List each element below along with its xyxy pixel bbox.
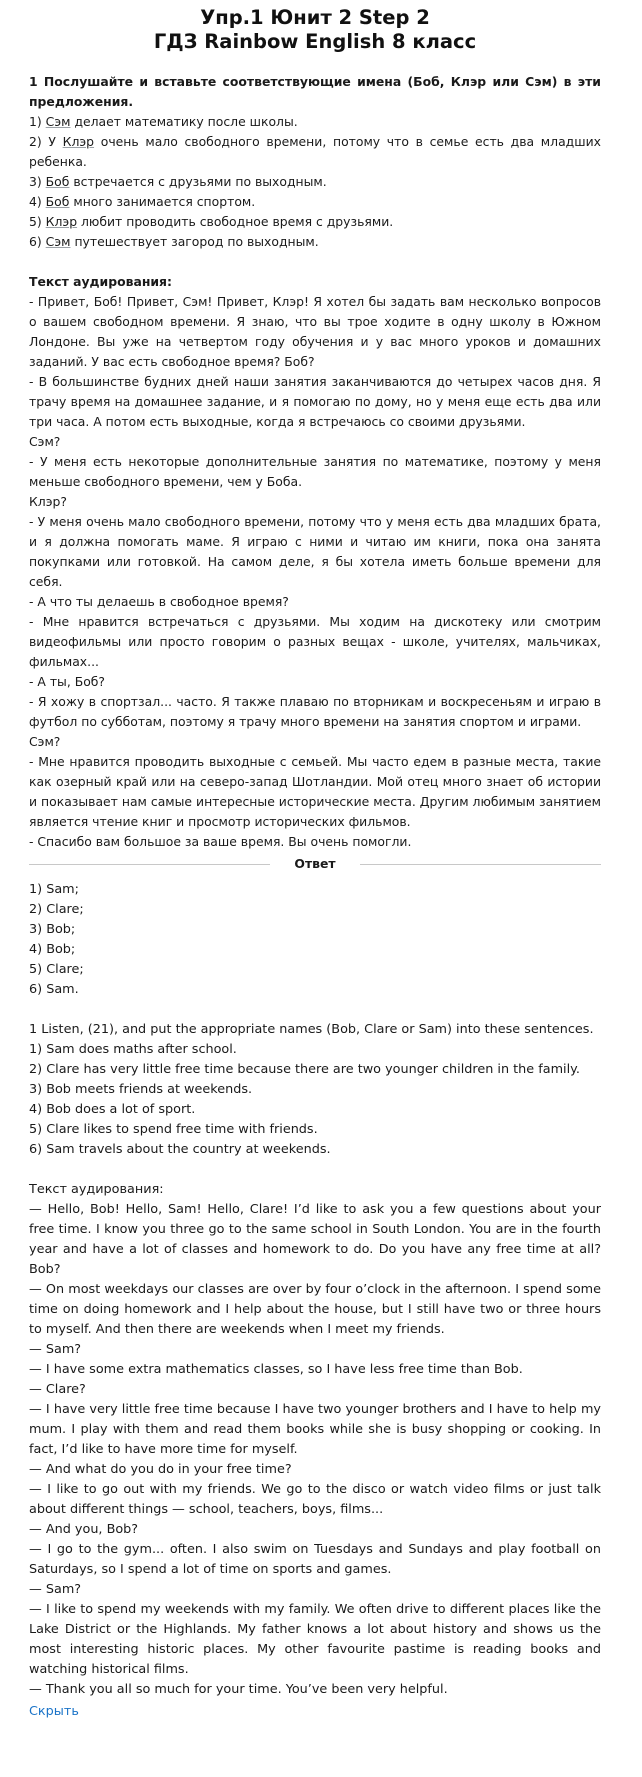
answer-item: 4) Bob; — [29, 942, 76, 957]
listening-en-section — [29, 1180, 601, 1700]
dialogue-line: - У меня очень мало свободного времени, потому что у меня есть два младших брата, и я должна помогать маме. Я играю с ними и читаю им книги, пока она занята покупками или готовкой. На самом деле, я бы хотела иметь больше времени для себя. — [29, 514, 601, 589]
hide-link[interactable]: Скрыть — [29, 1704, 79, 1719]
dialogue-line: - Привет, Боб! Привет, Сэм! Привет, Клэр! Я хотел бы задать вам несколько вопросов о вашем свободном времени. Я знаю, что вы трое ходите в одну школу в Южном Лондоне. Вы уже на четвертом году обучения и у вас много уроков и домашних заданий. У вас есть свободное время? Боб? — [29, 294, 601, 369]
english-task-title: 1 Listen, (21), and put the appropriate names (Bob, Clare or Sam) into these sentences. — [29, 1022, 594, 1037]
english-task-items — [29, 1040, 601, 1160]
answer-items — [29, 880, 601, 1000]
spacer — [29, 1000, 601, 1020]
answer-label: Ответ — [294, 856, 336, 871]
title-line-2: ГДЗ Rainbow English 8 класс — [153, 30, 477, 53]
dialogue-line: — On most weekdays our classes are over by four o’clock in the afternoon. I spend some time on doing homework and I help about the house, but I still have two or three hours to myself. And then there are weekends when I meet my friends. — [29, 1282, 601, 1337]
listening-ru-lines — [29, 292, 601, 852]
task-item — [29, 112, 601, 132]
answer-item: 3) Bob; — [29, 922, 76, 937]
dialogue-line: — I have some extra mathematics classes, so I have less free time than Bob. — [29, 1362, 523, 1377]
task-item-prefix: У — [48, 134, 56, 149]
dialogue-line: - Мне нравится проводить выходные с семьей. Мы часто едем в разные места, такие как озерный край или на северо-запад Шотландии. Мой отец много знает об истории и показывает нам самые интересные исторические места. Другим любимым занятием является чтение книг и просмотр исторических фильмов. — [29, 754, 601, 829]
dialogue-line: - Мне нравится встречаться с друзьями. Мы ходим на дискотеку или смотрим видеофильмы или просто говорим о разных вещах - школе, учителях, мальчиках, фильмах... — [29, 614, 601, 669]
dialogue-line: — And you, Bob? — [29, 1522, 139, 1537]
dialogue-line: - У меня есть некоторые дополнительные занятия по математике, поэтому у меня меньше свободного времени, чем у Боба. — [29, 454, 601, 489]
task-item-number: 6) — [29, 234, 42, 249]
answer-item: 1) Sam; — [29, 882, 79, 897]
task-item-number: 3) — [29, 174, 42, 189]
dialogue-line: — Hello, Bob! Hello, Sam! Hello, Clare! I’d like to ask you a few questions about your free time. I know you three go to the same school in South London. You are in the fourth year and have a lot of classes and homework to do. Do you have any free time at all? Bob? — [29, 1202, 601, 1277]
task-item — [29, 192, 601, 212]
task-item — [29, 232, 601, 252]
dialogue-line: — And what do you do in your free time? — [29, 1462, 292, 1477]
task-item-text: делает математику после школы. — [74, 114, 298, 129]
dialogue-line: — I have very little free time because I have two younger brothers and I have to help my mum. I play with them and read them books while she is busy shopping or cooking. In fact, I’d like to have more time for myself. — [29, 1402, 601, 1457]
task-section-en — [29, 1020, 601, 1160]
task-item-number: 4) — [29, 194, 42, 209]
dialogue-line: - А ты, Боб? — [29, 674, 106, 689]
task-item-text: много занимается спортом. — [73, 194, 256, 209]
title-line-1: Упр.1 Юнит 2 Step 2 — [200, 6, 430, 29]
listening-ru-heading: Текст аудирования: — [29, 274, 172, 289]
dialogue-line: — Sam? — [29, 1582, 82, 1597]
task-item — [29, 132, 601, 172]
dialogue-line: — I like to spend my weekends with my family. We often drive to different places like the Lake District or the Highlands. My father knows a lot about history and shows us the most interesting historic places. My other favourite pastime is reading books and watching historical films. — [29, 1602, 601, 1677]
task-item-text: встречается с друзьями по выходным. — [73, 174, 327, 189]
task-item-name: Боб — [45, 194, 70, 209]
task-title: 1 Послушайте и вставьте соответствующие имена (Боб, Клэр или Сэм) в эти предложения. — [29, 74, 601, 109]
answer-section — [29, 880, 601, 1000]
task-item-name: Клэр — [62, 134, 95, 149]
answer-item: 5) Clare; — [29, 962, 84, 977]
english-task-item: 5) Clare likes to spend free time with friends. — [29, 1122, 318, 1137]
english-task-item: 6) Sam travels about the country at weekends. — [29, 1142, 331, 1157]
task-item-number: 1) — [29, 114, 42, 129]
task-item-text: любит проводить свободное время с друзьями. — [81, 214, 394, 229]
listening-en-heading: Текст аудирования: — [29, 1182, 164, 1197]
english-task-item: 3) Bob meets friends at weekends. — [29, 1082, 253, 1097]
task-item-number: 2) — [29, 134, 42, 149]
spacer — [29, 252, 601, 272]
task-item — [29, 212, 601, 232]
task-item-name: Боб — [45, 174, 70, 189]
dialogue-line: Сэм? — [29, 434, 61, 449]
task-items — [29, 112, 601, 252]
task-section-ru — [29, 72, 601, 252]
task-item-name: Клэр — [45, 214, 78, 229]
english-task-item: 2) Clare has very little free time because there are two younger children in the family. — [29, 1062, 580, 1077]
dialogue-line: Сэм? — [29, 734, 61, 749]
divider-rule-left — [29, 864, 270, 865]
task-item-text: очень мало свободного времени, потому что в семье есть два младших ребенка. — [29, 134, 601, 169]
dialogue-line: - В большинстве будних дней наши занятия заканчиваются до четырех часов дня. Я трачу время на домашнее задание, и я помогаю по дому, но у меня еще есть два или три часа. А потом есть выходные, когда я встречаюсь со своими друзьями. — [29, 374, 601, 429]
dialogue-line: - Спасибо вам большое за ваше время. Вы очень помогли. — [29, 834, 412, 849]
dialogue-line: - А что ты делаешь в свободное время? — [29, 594, 289, 609]
answer-item: 6) Sam. — [29, 982, 79, 997]
task-item-name: Сэм — [45, 114, 71, 129]
dialogue-line: — Clare? — [29, 1382, 86, 1397]
dialogue-line: — Thank you all so much for your time. You’ve been very helpful. — [29, 1682, 448, 1697]
dialogue-line: Клэр? — [29, 494, 67, 509]
answer-divider — [29, 854, 601, 874]
page-title — [29, 6, 601, 54]
task-item-name: Сэм — [45, 234, 71, 249]
dialogue-line: — I go to the gym... often. I also swim on Tuesdays and Sundays and play football on Saturdays, so I spend a lot of time on sports and games. — [29, 1542, 601, 1577]
task-item-number: 5) — [29, 214, 42, 229]
listening-en-lines — [29, 1200, 601, 1700]
task-item-text: путешествует загород по выходным. — [74, 234, 319, 249]
dialogue-line: — Sam? — [29, 1342, 82, 1357]
dialogue-line: - Я хожу в спортзал... часто. Я также плаваю по вторникам и воскресеньям и играю в футбол по субботам, поэтому я трачу много времени на занятия спортом и играми. — [29, 694, 601, 729]
dialogue-line: — I like to go out with my friends. We go to the disco or watch video films or just talk about different things — school, teachers, boys, films... — [29, 1482, 601, 1517]
english-task-item: 4) Bob does a lot of sport. — [29, 1102, 196, 1117]
answer-item: 2) Clare; — [29, 902, 84, 917]
english-task-item: 1) Sam does maths after school. — [29, 1042, 237, 1057]
task-item — [29, 172, 601, 192]
divider-rule-right — [360, 864, 601, 865]
spacer — [29, 1160, 601, 1180]
listening-ru-section — [29, 272, 601, 852]
